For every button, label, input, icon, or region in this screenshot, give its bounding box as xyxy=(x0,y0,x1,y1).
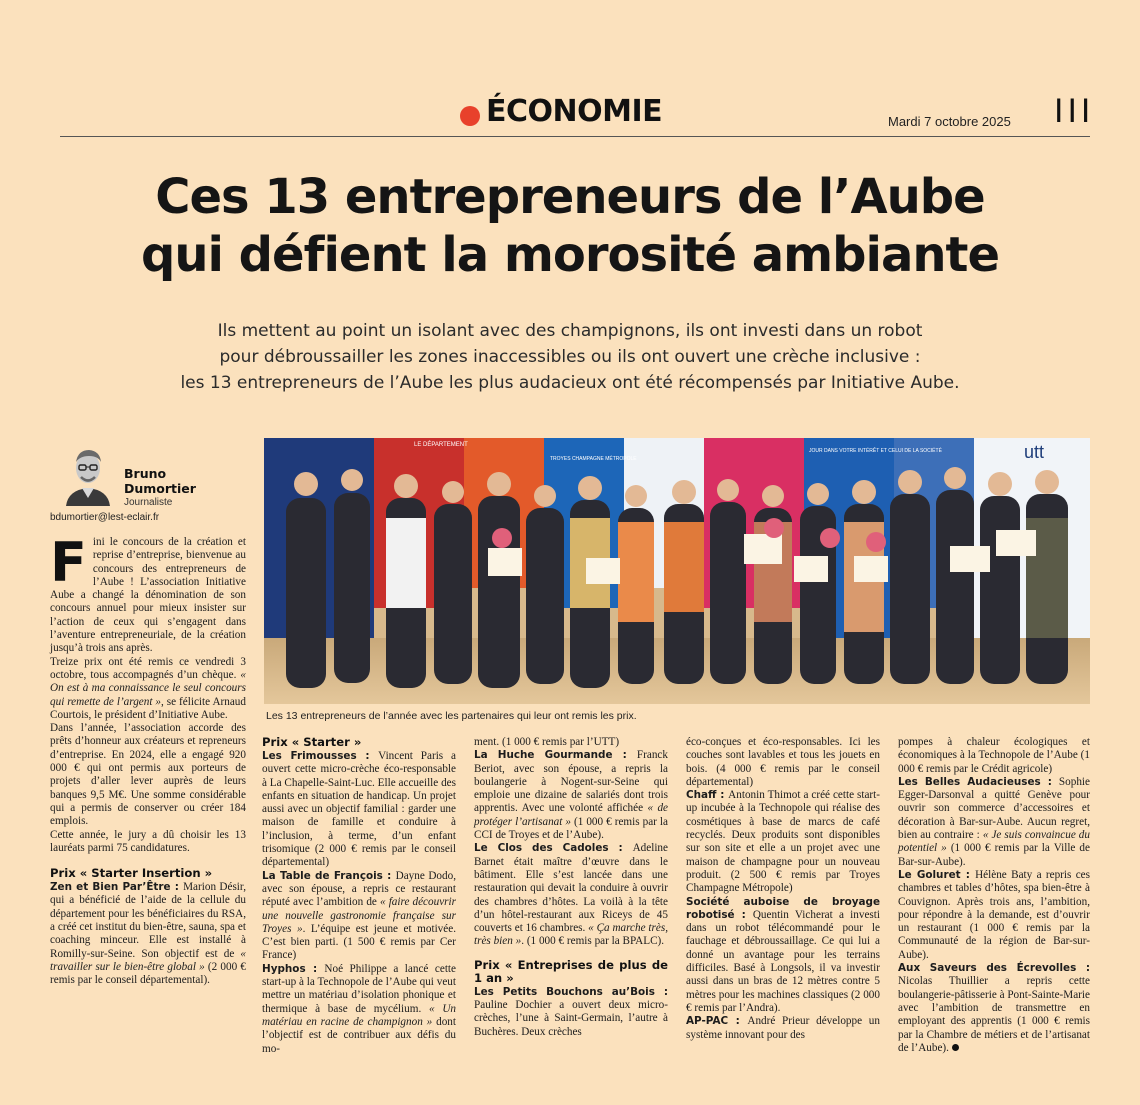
article-column-2 xyxy=(262,736,456,1056)
title-line: Ces 13 entrepreneurs de l’Aube xyxy=(155,169,985,225)
photo-banner-text: utt xyxy=(1024,442,1045,462)
prize-entry xyxy=(474,986,668,1039)
paragraph-text: , se félicite Arnaud Courtois, le président d’Initiative Aube. xyxy=(50,695,246,721)
prize-entry xyxy=(898,962,1090,1055)
paragraph-text: André Prieur développe un système innovant pour des xyxy=(686,1015,880,1041)
intro-text: ini le concours de la création et reprise d’entreprise, bienvenue au concours des entrepreneurs de l’Aube ! L’association Initiative Aube a changé la dénomination de son concours annuel pour mieux insister sur l’action de ceux qui s’engagent dans l’aventure entrepreneuriale, de la création jusqu’à trois ans après. xyxy=(50,536,246,655)
paragraph-text: Dayne Dodo, avec son épouse, a repris ce restaurant réputé avec l’ambition de xyxy=(262,869,456,909)
standfirst-line: pour débroussailler les zones inaccessibles ou ils ont ouvert une crèche inclusive : xyxy=(219,347,921,367)
laureate-name: Zen et Bien Par’Être : xyxy=(50,881,184,894)
photo-banner-text: TROYES CHAMPAGNE MÉTROPOLE xyxy=(550,456,637,462)
paragraph-text: Franck Beriot, avec son épouse, a repris la boulangerie à Nogent-sur-Seine qui emploie une dizaine de salariés dont trois apprentis. Avec une volonté affichée xyxy=(474,749,668,815)
paragraph-text: (1 000 € remis par la Ville de Bar-sur-Aube). xyxy=(898,842,1090,868)
prize-entry xyxy=(898,776,1090,869)
rubric-dot-icon xyxy=(460,106,480,126)
prize-entry xyxy=(50,881,246,987)
laureate-name: La Table de François : xyxy=(262,869,396,882)
page-header xyxy=(0,88,1140,138)
intro-paragraph xyxy=(50,531,246,656)
paragraph-text: (1 000 € remis par la CCI de Troyes et de l’Aube). xyxy=(474,815,668,842)
section-subhead: Prix « Entreprises de plus de 1 an » xyxy=(474,957,668,985)
paragraph-text: Sophie Egger-Darsonval a quitté Genève pour ouvrir son commerce d’accessoires et décoration à Bar-sur-Aube. Aucun regret, bien au contraire : xyxy=(898,775,1090,842)
article-standfirst xyxy=(40,318,1100,396)
laureate-name: Les Belles Audacieuses : xyxy=(898,775,1059,788)
standfirst-line: Ils mettent au point un isolant avec des champignons, ils ont investi dans un robot xyxy=(217,321,923,341)
paragraph-text: Antonin Thimot a créé cette start-up incubée à la Technopole qui réalise des cosmétiques à base de marcs de café recyclés. Deux produits sont disponibles sur son site et elle a un projet avec une maison de champagne pour un nouveau produit. (2 500 € remis par Troyes Champagne Métropole) xyxy=(686,789,880,895)
paragraph xyxy=(50,656,246,722)
author-first-name: Bruno xyxy=(124,466,167,481)
prize-entry xyxy=(262,870,456,963)
prize-entry xyxy=(262,750,456,870)
paragraph: éco-conçues et éco-responsables. Ici les couches sont lavables et tous les jouets en bois. (4 000 € remis par le conseil départemental) xyxy=(686,736,880,788)
standfirst-line: les 13 entrepreneurs de l’Aube les plus audacieux ont été récompensés par Initiative Aube. xyxy=(180,373,960,393)
title-line: qui défient la morosité ambiante xyxy=(140,227,1000,283)
paragraph: Dans l’année, l’association accorde des prêts d’honneur aux créateurs et repreneurs d’entreprise. En 2024, elle a engagé 920 000 € qui ont permis aux porteurs de projets d’aller lever auprès de leurs banques 9,5 M€. Une somme considérable qui a permis de conserver ou créer 184 emplois. xyxy=(50,722,246,828)
article-column-4 xyxy=(686,736,880,1042)
paragraph-text: Quentin Vicherat a investi dans un robot télécommandé pour le fauchage et débroussaillage. Ce qui lui a donné un avantage pour les terrains difficiles. Basé à Longsols, il va investir aussi dans un bras de 12 mètres contre 5 mètres pour les machines classiques (2 000 € remis par l’Andra). xyxy=(686,908,880,1014)
prize-entry xyxy=(898,869,1090,962)
laureate-name: Le Goluret : xyxy=(898,868,976,881)
issue-date: Mardi 7 octobre 2025 xyxy=(888,114,1011,129)
laureate-name: Les Petits Bouchons au’Bois : xyxy=(474,985,668,998)
laureate-name: AP-PAC : xyxy=(686,1015,748,1028)
dropcap: F xyxy=(50,531,87,594)
paragraph: Cette année, le jury a dû choisir les 13 lauréats parmi 75 candidatures. xyxy=(50,828,246,854)
quote: « Un matériau en racine de champignon » xyxy=(262,1002,456,1028)
paragraph-text: Marion Désir, qui a bénéficié de l’aide de la cellule du département pour les bénéficiaires du RSA, a créé cet institut du bien-être, sauna, spa et coaching minceur. Elle est installé à Romilly-sur-Seine. Son objectif est de xyxy=(50,881,246,960)
paragraph-text: (2 000 € remis par le conseil départemental). xyxy=(50,960,246,987)
quote: « faire découvrir une nouvelle gastronomie française sur Troyes » xyxy=(262,896,456,935)
prize-entry xyxy=(686,789,880,895)
laureate-name: Hyphos : xyxy=(262,962,325,975)
section-subhead: Prix « Starter Insertion » xyxy=(50,866,213,881)
paragraph-text: Pauline Dochier a ouvert deux micro-crèches, l’une à Saint-Germain, l’autre à Buchères. Deux crèches xyxy=(474,999,668,1038)
author-role: Journaliste xyxy=(124,497,173,508)
author-last-name: Dumortier xyxy=(124,481,196,496)
laureate-name: Société auboise de broyage robotisé : xyxy=(686,895,880,921)
prize-entry xyxy=(474,749,668,842)
paragraph-text: . (1 000 € remis par la BPALC). xyxy=(521,935,665,948)
prize-entry xyxy=(474,842,668,948)
end-of-article-icon xyxy=(952,1044,959,1051)
photo-banner-text: LE DÉPARTEMENT xyxy=(414,442,468,448)
photo-banner-text: JOUR DANS VOTRE INTÉRÊT ET CELUI DE LA SOCIÉTÉ xyxy=(809,448,942,454)
paragraph: pompes à chaleur écologiques et économiques à la Technopole de l’Aube (1 000 € remis par le Crédit agricole) xyxy=(898,736,1090,775)
prize-entry xyxy=(686,896,880,1016)
page-folio: III xyxy=(1054,92,1095,130)
paragraph-text: Vincent Paris a ouvert cette micro-crèche éco-responsable à La Chapelle-Saint-Luc. Elle accueille des enfants en situation de handicap. Un projet aussi avec un objectif familial : garder une maison de famille et conduire à l’inclusion, à terme, d’un enfant trisomique (2 000 € remis par le conseil départemental) xyxy=(262,750,456,869)
laureate-name: Les Frimousses : xyxy=(262,750,379,762)
author-email: bdumortier@lest-eclair.fr xyxy=(50,512,160,523)
photo-caption: Les 13 entrepreneurs de l’année avec les partenaires qui leur ont remis les prix. xyxy=(266,710,637,722)
paragraph-text: Nicolas Thuillier a repris cette boulangerie-pâtisserie à Pont-Sainte-Marie avec l’ambition de transmettre en employant des apprentis (1 000 € remis par la Chambre de métiers et de l’artisanat de l’Aube). xyxy=(898,975,1090,1054)
paragraph-text: Hélène Baty a repris ces chambres et tables d’hôtes, spa bien-être à Couvignon. Après trois ans, l’ambition, pour répondre à la demande, est d’ouvrir un restaurant (1 000 € remis par la Communauté de la région de Bar-sur-Aube). xyxy=(898,868,1090,961)
paragraph-text: Adeline Barnet était maître d’œuvre dans le bâtiment. Elle s’est lancée dans une restauration qui devait la conduire à ouvrir des chambres d’hôtes. La voilà à la tête d’un hôtel-restaurant aux Riceys de 45 couverts et 16 chambres. xyxy=(474,842,668,935)
paragraph-text: . L’équipe est jeune et motivée. C’est bien parti. (1 500 € remis par Cer France) xyxy=(262,922,456,962)
paragraph-text: dont l’objectif est de contribuer aux défis du mo- xyxy=(262,1015,457,1055)
paragraph-text: Noé Philippe a lancé cette start-up à la Technopole de l’Aube qui veut mettre un matériau d’isolation phonique et thermique à base de mycélium. xyxy=(262,962,456,1015)
prize-entry xyxy=(686,1015,880,1042)
author-name xyxy=(124,466,196,496)
author-portrait xyxy=(62,440,114,506)
group-photo xyxy=(264,438,1090,704)
paragraph-text: Treize prix ont été remis ce vendredi 3 octobre, tous accompagnés d’un chèque. xyxy=(50,655,246,681)
laureate-name: Le Clos des Cadoles : xyxy=(474,842,633,855)
quote: « travailler sur le bien-être global » xyxy=(50,947,246,973)
quote: « On est à ma connaissance le seul concours qui remette de l’argent » xyxy=(50,668,246,708)
prize-entry xyxy=(262,963,456,1056)
header-rule xyxy=(60,136,1090,137)
section-subhead: Prix « Starter » xyxy=(262,735,362,749)
article-column-5 xyxy=(898,736,1090,1055)
quote: « Ça marche très, très bien » xyxy=(474,922,668,948)
article-title xyxy=(40,168,1100,284)
laureate-name: Aux Saveurs des Écrevolles : xyxy=(898,962,1090,975)
laureate-name: La Huche Gourmande : xyxy=(474,749,637,762)
quote: « de protéger l’artisanat » xyxy=(474,802,668,828)
quote: « Je suis convaincue du potentiel » xyxy=(898,829,1090,855)
people-group xyxy=(286,467,1068,688)
article-column-1 xyxy=(50,531,246,988)
article-column-3 xyxy=(474,736,668,1039)
rubric-label: ÉCONOMIE xyxy=(486,94,663,129)
paragraph: ment. (1 000 € remis par l’UTT) xyxy=(474,736,620,748)
laureate-name: Chaff : xyxy=(686,789,729,802)
